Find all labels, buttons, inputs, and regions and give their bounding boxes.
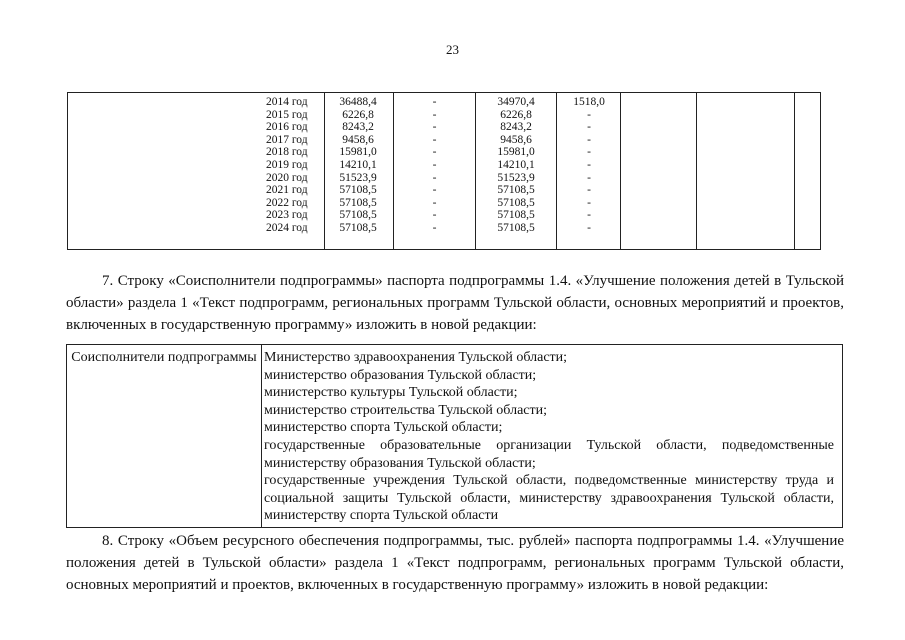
table-row [68,146,820,159]
table-row [68,96,820,109]
local-cell: - [587,209,591,222]
local-cell: - [587,146,591,159]
year-cell: 2015 год [266,108,308,121]
page-number: 23 [446,42,459,57]
coexecutor-item: государственные образовательные организации Тульской области, подведомственные министерству образования Тульской области; [264,437,834,471]
regional-cell: 6226,8 [500,108,532,121]
table-row [68,184,820,197]
federal-cell: - [432,209,437,222]
local-cell: - [587,158,591,171]
total-cell: 57108,5 [339,196,377,209]
table-row [68,134,820,147]
paragraph-8 [66,530,844,596]
coexecutor-item: министерство строительства Тульской области; [264,402,547,418]
local-cell: - [587,196,591,209]
year-cell: 2024 год [266,221,308,234]
year-cell: 2014 год [266,96,308,108]
local-cell: - [587,108,591,121]
year-cell: 2019 год [266,158,308,171]
regional-cell: 15981,0 [497,146,535,159]
total-cell: 57108,5 [339,209,377,222]
table-row [68,109,820,122]
table-row [68,159,820,172]
regional-cell: 34970,4 [497,96,535,108]
regional-cell: 8243,2 [500,121,532,134]
coexecutors-label: Соисполнители подпрограммы [67,345,262,527]
federal-cell: - [432,221,437,234]
coexecutor-item: министерство культуры Тульской области; [264,385,518,401]
finance-table-rows [68,96,820,235]
coexecutors-list [264,349,834,525]
total-cell: 51523,9 [339,171,377,184]
total-cell: 8243,2 [342,121,374,134]
regional-cell: 57108,5 [497,221,535,234]
table-row [68,209,820,222]
local-cell: - [587,133,591,146]
total-cell: 15981,0 [339,146,377,159]
paragraph-7-text: 7. Строку «Соисполнители подпрограммы» паспорта подпрограммы 1.4. «Улучшение положения детей в Тульской области» раздела 1 «Текст подпрограмм, региональных программ Тульской области, основных мероприятий и проектов, включенных в государственную программу» изложить в новой редакции: [66,273,844,333]
year-cell: 2023 год [266,209,308,222]
federal-cell: - [432,121,437,134]
total-cell: 6226,8 [342,108,374,121]
table-row [68,197,820,210]
year-cell: 2016 год [266,121,308,134]
paragraph-7 [66,270,844,336]
federal-cell: - [432,196,437,209]
year-cell: 2020 год [266,171,308,184]
federal-cell: - [432,96,437,108]
year-cell: 2018 год [266,146,308,159]
federal-cell: - [432,108,437,121]
federal-cell: - [432,158,437,171]
federal-cell: - [432,133,437,146]
local-cell: - [587,221,591,234]
regional-cell: 57108,5 [497,209,535,222]
year-cell: 2021 год [266,184,308,197]
local-cell: - [587,121,591,134]
local-cell: 1518,0 [573,96,605,108]
local-cell: - [587,171,591,184]
federal-cell: - [432,146,437,159]
paragraph-8-text: 8. Строку «Объем ресурсного обеспечения подпрограммы, тыс. рублей» паспорта подпрограммы 1.4. «Улучшение положения детей в Тульской области» раздела 1 «Текст подпрограмм, региональных программ Тульской области, основных мероприятий и проектов, включенных в государственную программу» изложить в новой редакции: [66,533,844,593]
local-cell: - [587,184,591,197]
regional-cell: 14210,1 [497,158,535,171]
federal-cell: - [432,171,437,184]
total-cell: 57108,5 [339,221,377,234]
table-row [68,121,820,134]
table-row [68,172,820,185]
regional-cell: 9458,6 [500,133,532,146]
coexecutor-item: государственные учреждения Тульской области, подведомственные министерству труда и социальной защиты Тульской области, министерству здравоохранения Тульской области, министерству спорта Тульской области [264,473,834,524]
finance-table [67,92,821,250]
year-cell: 2017 год [266,133,308,146]
regional-cell: 57108,5 [497,196,535,209]
year-cell: 2022 год [266,196,308,209]
regional-cell: 57108,5 [497,184,535,197]
regional-cell: 51523,9 [497,171,535,184]
coexecutor-item: министерство спорта Тульской области; [264,420,503,436]
total-cell: 57108,5 [339,184,377,197]
table-row [68,222,820,235]
coexecutor-item: министерство образования Тульской области; [264,367,537,383]
total-cell: 36488,4 [339,96,377,108]
total-cell: 9458,6 [342,133,374,146]
coexecutor-item: Министерство здравоохранения Тульской области; [264,350,568,365]
total-cell: 14210,1 [339,158,377,171]
federal-cell: - [432,184,437,197]
coexecutors-table [66,344,843,528]
